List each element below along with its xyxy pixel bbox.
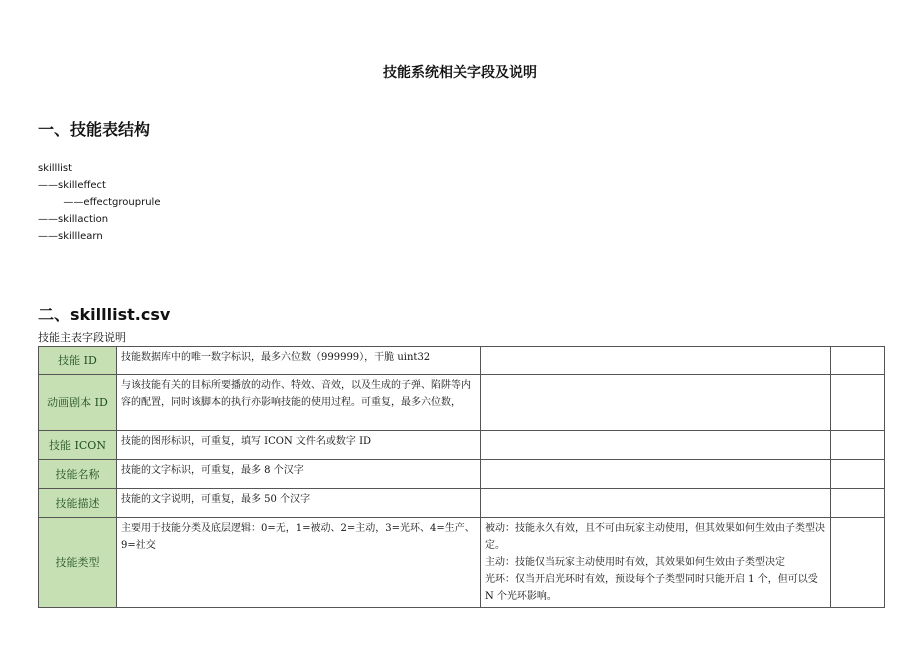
field-description: 与该技能有关的目标所要播放的动作、特效、音效，以及生成的子弹、陷阱等内容的配置，同时该脚本的执行亦影响技能的使用过程。可重复，最多六位数， bbox=[117, 375, 481, 431]
tree-item: ——skillaction bbox=[38, 214, 109, 225]
tree-item: ——skilllearn bbox=[38, 231, 103, 242]
page-title: 技能系统相关字段及说明 bbox=[383, 65, 537, 81]
table-caption: 技能主表字段说明 bbox=[38, 331, 126, 344]
empty-cell bbox=[831, 347, 885, 375]
empty-cell bbox=[831, 460, 885, 489]
field-name: 技能 ICON bbox=[39, 431, 117, 460]
table-row bbox=[39, 518, 885, 608]
table-row bbox=[39, 460, 885, 489]
note-line: 被动：技能永久有效，且不可由玩家主动使用，但其效果如何生效由子类型决定。 bbox=[485, 523, 825, 551]
field-description: 技能数据库中的唯一数字标识，最多六位数（999999），干脆 uint32 bbox=[117, 347, 481, 375]
table-row bbox=[39, 489, 885, 518]
field-note bbox=[481, 431, 831, 460]
field-description: 技能的图形标识，可重复，填写 ICON 文件名或数字 ID bbox=[117, 431, 481, 460]
field-description: 主要用于技能分类及底层逻辑：0=无，1=被动、2=主动，3=光环、4=生产、9=社交 bbox=[117, 518, 481, 608]
tree-item: ——effectgrouprule bbox=[38, 197, 161, 208]
field-note bbox=[481, 489, 831, 518]
table-row bbox=[39, 431, 885, 460]
field-name: 技能类型 bbox=[39, 518, 117, 608]
field-note bbox=[481, 347, 831, 375]
field-name: 动画剧本 ID bbox=[39, 375, 117, 431]
note-line: 光环：仅当开启光环时有效，预设每个子类型同时只能开启 1 个，但可以受 N 个光环影响。 bbox=[485, 574, 818, 602]
table-row bbox=[39, 375, 885, 431]
field-name: 技能名称 bbox=[39, 460, 117, 489]
section-heading-2: 二、skilllist.csv bbox=[38, 305, 171, 324]
empty-cell bbox=[831, 518, 885, 608]
empty-cell bbox=[831, 375, 885, 431]
table-row bbox=[39, 347, 885, 375]
field-note bbox=[481, 375, 831, 431]
tree-item: skilllist bbox=[38, 163, 73, 174]
tree-item: ——skilleffect bbox=[38, 180, 106, 191]
empty-cell bbox=[831, 489, 885, 518]
field-note bbox=[481, 460, 831, 489]
field-name: 技能 ID bbox=[39, 347, 117, 375]
field-description: 技能的文字说明，可重复，最多 50 个汉字 bbox=[117, 489, 481, 518]
field-note bbox=[481, 518, 831, 608]
table-structure-tree bbox=[38, 160, 160, 245]
field-name: 技能描述 bbox=[39, 489, 117, 518]
empty-cell bbox=[831, 431, 885, 460]
field-table bbox=[38, 346, 885, 608]
note-line: 主动：技能仅当玩家主动使用时有效，其效果如何生效由子类型决定 bbox=[485, 557, 785, 568]
field-description: 技能的文字标识，可重复，最多 8 个汉字 bbox=[117, 460, 481, 489]
section-heading-1: 一、技能表结构 bbox=[38, 120, 151, 139]
